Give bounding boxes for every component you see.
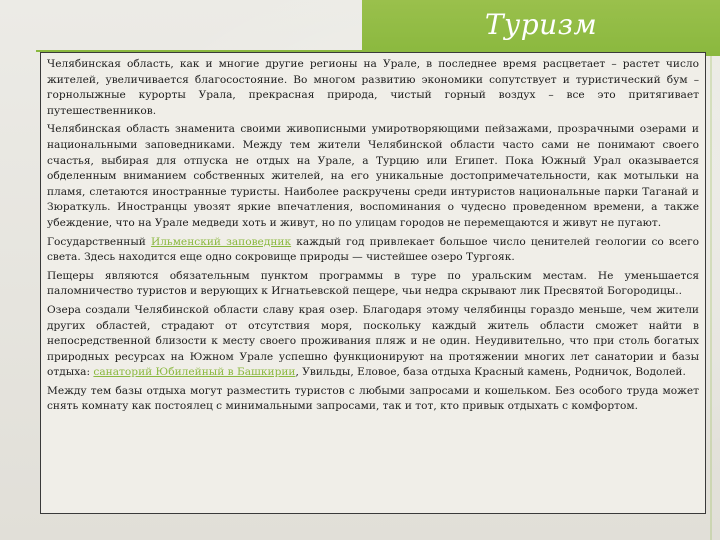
paragraph [47,235,699,266]
paragraph [47,57,699,119]
paragraph-list [47,57,699,415]
title-bar [362,0,720,56]
content-box [40,52,706,514]
paragraph-text: Челябинская область знаменита своими живописными умиротворяющими пейзажами, прозрачными озерами и национальными заповедниками. Между тем жители Челябинской области часто сами не понимают своего счастья, выбирая для отпуска не отдых на Урале, а Турцию или Египет. Пока Южный Урал оказывается обделенным вниманием собственных жителей, на его уникальные достопримечательности, как мотыльки на пламя, слетаются иностранные туристы. Наиболее раскручены среди интуристов национальные парки Таганай и Зюраткуль. Иностранцы увозят яркие впечатления, воспоминания о чудесно проведенном времени, а также убеждение, что на Урале медведи хоть и живут, но по улицам городов не перемещаются и живут не пугают. [47,123,699,229]
paragraph-text: Между тем базы отдыха могут разместить туристов с любыми запросами и кошельком. Без особого труда может снять комнату как постоялец с минимальными запросами, так и тот, кто привык отдыхать с комфортом. [47,384,699,413]
paragraph-text: каждый год привлекает большое число ценителей геологии со всего света. Здесь находится еще одно сокровище природы — чистейшее озеро Тургояк. [47,235,699,264]
paragraph [47,122,699,231]
paragraph-text: Пещеры являются обязательным пунктом программы в туре по уральским местам. Не уменьшается паломничество туристов и верующих к Игнатьевской пещере, чьи недра скрывают лик Пресвятой Богородицы.. [47,269,699,298]
paragraph-link[interactable]: санаторий Юбилейный в Башкирии [93,366,296,379]
paragraph-text: Челябинская область, как и многие другие регионы на Урале, в последнее время расцветает – растет число жителей, увеличивается благосостояние. Во многом развитию экономики сопутствует и туристический бум – горнолыжные курорты Урала, прекрасная природа, чистый горный воздух – все это притягивает путешественников. [47,58,699,117]
slide-title: Туризм [484,8,598,41]
paragraph-text: Озера создали Челябинской области славу края озер. Благодаря этому челябинцы гораздо меньше, чем жители других областей, страдают от отсутствия моря, поскольку каждый житель области сможет найти в непосредственной близости к месту своего проживания пляж и не один. Неудивительно, что при столь богатых природных ресурсах на Южном Урале успешно функционируют на протяжении многих лет санатории и базы отдыха: [47,303,699,379]
paragraph-link[interactable]: Ильменский заповедник [150,235,292,248]
right-accent-line [710,56,712,540]
paragraph [47,269,699,300]
paragraph-text: Государственный [47,235,151,248]
paragraph [47,303,699,381]
paragraph [47,384,699,415]
paragraph-text: , Увильды, Еловое, база отдыха Красный камень, Родничок, Водолей. [295,366,686,379]
